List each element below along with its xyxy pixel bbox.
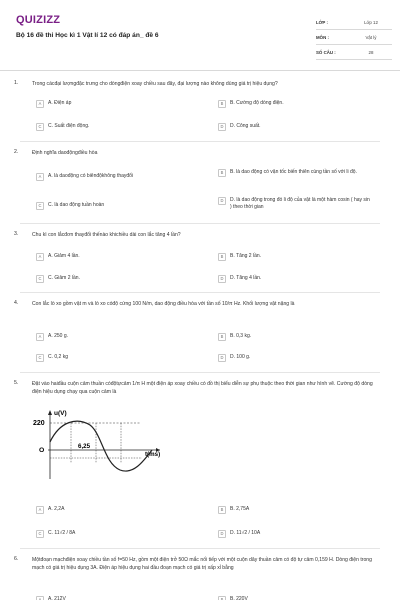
option-text: D. Công suất. bbox=[230, 123, 261, 129]
option-a[interactable] bbox=[36, 173, 188, 181]
option-letter-box: D bbox=[218, 123, 226, 131]
meta-value: Vật lý bbox=[365, 34, 377, 40]
meta-row-class bbox=[316, 15, 392, 30]
option-d[interactable] bbox=[218, 354, 370, 362]
option-text: A. là daođộng có biênđộkhông thayđổi bbox=[48, 173, 134, 179]
origin-label: O bbox=[39, 447, 45, 454]
option-text: C. 11√2 / 8A bbox=[48, 530, 76, 536]
option-letter-box: A bbox=[36, 333, 44, 341]
option-letter-box: B bbox=[218, 596, 226, 600]
option-letter-box: D bbox=[218, 354, 226, 362]
question-number: 6. bbox=[14, 556, 19, 562]
question-text: Đặt vào haiđầu cuộn cảm thuần cóđộtựcảm 1/π H một điện áp xoay chiều có đồ thị biểu diễn sự phụ thuộc theo thời gian như hình vẽ. Cường độ dòng điện hiệu dụng chạy qua cuộn cảm là bbox=[32, 381, 373, 395]
option-letter-box: B bbox=[218, 253, 226, 261]
option-b[interactable] bbox=[218, 253, 370, 261]
u-axis-arrow-icon bbox=[48, 410, 52, 415]
divider bbox=[20, 223, 380, 224]
option-text: A. 212V bbox=[48, 596, 66, 600]
option-a[interactable] bbox=[36, 506, 188, 514]
option-c[interactable] bbox=[36, 530, 188, 538]
option-d[interactable] bbox=[218, 530, 370, 538]
option-text: A. Điện áp bbox=[48, 100, 72, 106]
option-c[interactable] bbox=[36, 202, 188, 210]
option-a[interactable] bbox=[36, 596, 188, 600]
option-letter-box: D bbox=[218, 197, 226, 205]
option-d[interactable] bbox=[218, 197, 370, 210]
question-number: 3. bbox=[14, 231, 19, 237]
quizizz-logo: QUIZIZZ bbox=[16, 14, 61, 26]
option-letter-box: B bbox=[218, 333, 226, 341]
question-text: Chu kì con lắcđơn thayđổi thếnào khichiều dài con lắc tăng 4 lần? bbox=[32, 232, 181, 238]
divider bbox=[20, 548, 380, 549]
option-b[interactable] bbox=[218, 596, 370, 600]
option-text: D. 11√2 / 10A bbox=[230, 530, 261, 536]
option-text: A. Giảm 4 lần. bbox=[48, 253, 80, 259]
meta-row-question-count bbox=[316, 45, 392, 60]
option-b[interactable] bbox=[218, 100, 370, 108]
question-number: 5. bbox=[14, 380, 19, 386]
option-text: B. là dao động có vận tốc biến thiên cùng tần số với li độ. bbox=[230, 169, 357, 175]
option-letter-box: A bbox=[36, 506, 44, 514]
meta-row-subject bbox=[316, 30, 392, 45]
option-text: C. Suất điện động. bbox=[48, 123, 90, 129]
divider bbox=[20, 292, 380, 293]
question-number: 1. bbox=[14, 80, 19, 86]
question-text: Mộtđoạn mạchđiện xoay chiều tần số f=50 Hz, gồm một điện trở 50Ω mắc nối tiếp với một cuộn dây thuần cảm có độ tự cảm 0,159 H. Dòng điện trong mạch có giá trị hiệu dụng 3A. Điện áp hiệu dụng hai đầu đoạn mạch có giá trị xấp xỉ bằng bbox=[32, 557, 372, 571]
option-d[interactable] bbox=[218, 123, 370, 131]
option-letter-box: C bbox=[36, 354, 44, 362]
peak-value-label: 220 bbox=[33, 420, 45, 427]
option-text: B. 220V bbox=[230, 596, 248, 600]
option-letter-box: B bbox=[218, 506, 226, 514]
option-text: C. là dao động tuần hoàn bbox=[48, 202, 105, 208]
option-b[interactable] bbox=[218, 506, 370, 514]
option-text: B. 2,75A bbox=[230, 506, 250, 512]
option-text: C. 0,2 kg bbox=[48, 354, 69, 360]
option-letter-box: D bbox=[218, 530, 226, 538]
option-letter-box: D bbox=[218, 275, 226, 283]
option-letter-box: A bbox=[36, 173, 44, 181]
option-text: A. 250 g. bbox=[48, 333, 69, 339]
option-d[interactable] bbox=[218, 275, 370, 283]
voltage-time-graph bbox=[32, 407, 166, 483]
option-letter-box: C bbox=[36, 275, 44, 283]
option-a[interactable] bbox=[36, 253, 188, 261]
option-text: D. Tăng 4 lần. bbox=[230, 275, 262, 281]
worksheet-header bbox=[0, 0, 400, 71]
question-number: 4. bbox=[14, 300, 19, 306]
option-c[interactable] bbox=[36, 354, 188, 362]
option-letter-box: C bbox=[36, 123, 44, 131]
option-text: B. Tăng 2 lần. bbox=[230, 253, 262, 259]
option-letter-box: C bbox=[36, 530, 44, 538]
meta-label: SỐ CÂU : bbox=[316, 49, 336, 55]
t-axis-label: t(ms) bbox=[145, 451, 161, 458]
option-letter-box: A bbox=[36, 253, 44, 261]
voltage-curve bbox=[50, 421, 152, 471]
u-axis-label: u(V) bbox=[54, 410, 67, 417]
option-letter-box: A bbox=[36, 596, 44, 600]
option-text: B. Cường độ dòng điện. bbox=[230, 100, 284, 106]
meta-label: LỚP : bbox=[316, 19, 328, 25]
option-b[interactable] bbox=[218, 333, 370, 341]
option-c[interactable] bbox=[36, 123, 188, 131]
option-a[interactable] bbox=[36, 333, 188, 341]
option-letter-box: B bbox=[218, 100, 226, 108]
divider bbox=[20, 372, 380, 373]
option-text: C. Giảm 2 lần. bbox=[48, 275, 80, 281]
option-text: A. 2,2A bbox=[48, 506, 65, 512]
time-mark-label: 6,25 bbox=[78, 443, 91, 450]
meta-value: Lớp 12 bbox=[364, 19, 378, 25]
divider bbox=[20, 141, 380, 142]
option-c[interactable] bbox=[36, 275, 188, 283]
option-letter-box: B bbox=[218, 169, 226, 177]
worksheet-title: Bộ 16 đề thi Học kì 1 Vật lí 12 có đáp án_ đề 6 bbox=[16, 32, 159, 39]
question-number: 2. bbox=[14, 149, 19, 155]
meta-value: 28 bbox=[368, 49, 374, 55]
option-letter-box: C bbox=[36, 202, 44, 210]
question-text: Trong cácđại lượngđặc trưng cho dòngđiện xoay chiều sau đây, đại lượng nào không dùng giá trị hiệu dụng? bbox=[32, 81, 278, 87]
option-a[interactable] bbox=[36, 100, 188, 108]
question-text: Con lắc lò xo gồm vật m và lò xo cóđộ cứng 100 N/m, dao động điều hòa với tần số 10/π Hz. Khối lượng vật nặng là bbox=[32, 301, 295, 307]
option-text: D. 100 g. bbox=[230, 354, 251, 360]
option-text: B. 0,3 kg. bbox=[230, 333, 252, 339]
worksheet-meta bbox=[316, 15, 392, 60]
question-text: Định nghĩa daođộngđiều hòa bbox=[32, 150, 98, 156]
meta-label: MÔN : bbox=[316, 34, 329, 40]
option-letter-box: A bbox=[36, 100, 44, 108]
option-b[interactable] bbox=[218, 169, 370, 177]
option-text: D. là dao động trong đó li độ của vật là một hàm cosin ( hay sin ) theo thời gian bbox=[230, 197, 370, 210]
